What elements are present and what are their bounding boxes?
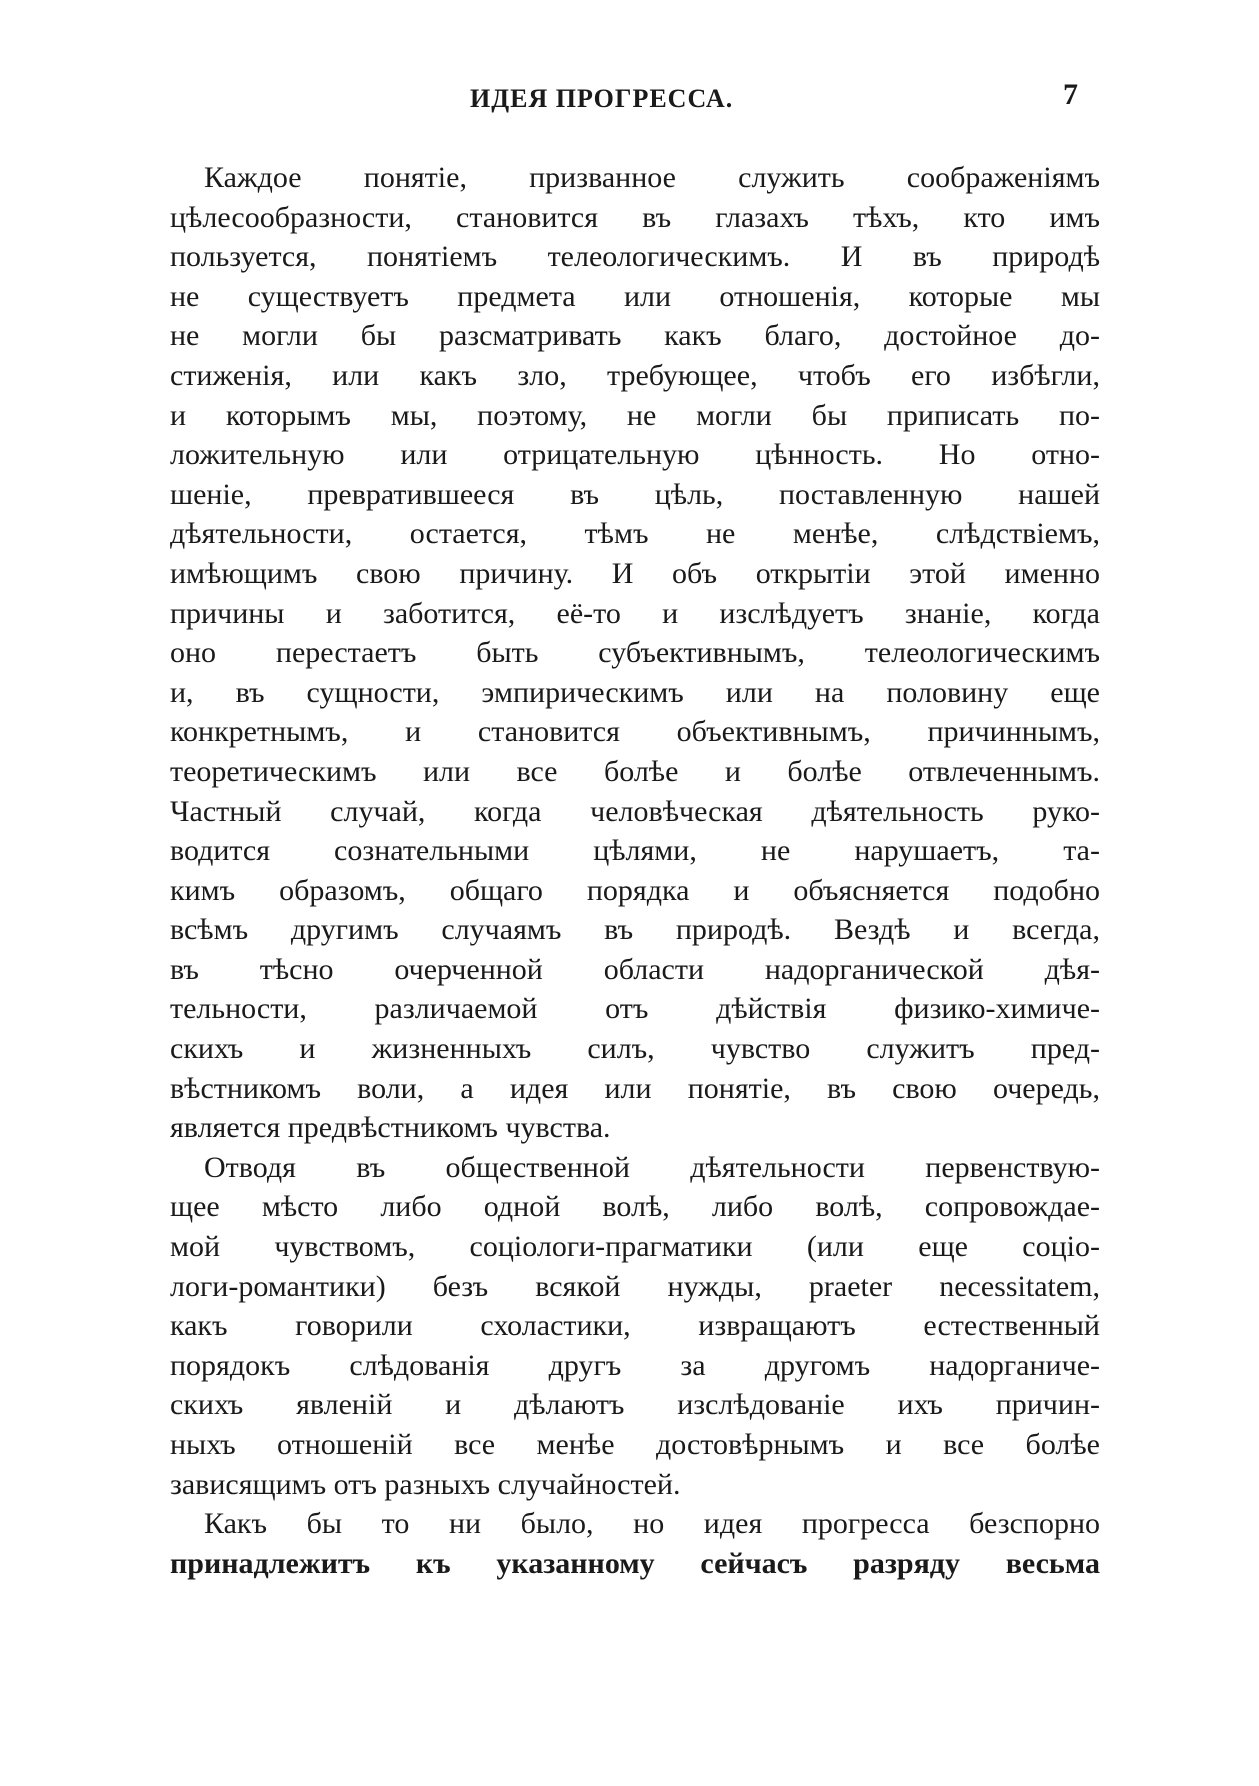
text-line: Отводя въ общественной дѣятельности первенствую-: [204, 1150, 1100, 1184]
text-line: Каждое понятіе, призванное служить соображеніямъ: [204, 161, 1100, 194]
text-line: дѣятельности, остается, тѣмъ не менѣе, слѣдствіемъ,: [170, 517, 1100, 551]
text-line: конкретнымъ, и становится объективнымъ, причиннымъ,: [170, 715, 1100, 749]
text-line: не могли бы разсматривать какъ благо, достойное до-: [170, 319, 1100, 353]
text-line: цѣлесообразности, становится въ глазахъ тѣхъ, кто имъ: [170, 200, 1100, 234]
text-line: вѣстникомъ воли, а идея или понятіе, въ свою очередь,: [170, 1071, 1100, 1105]
text-line: ложительную или отрицательную цѣнность. Но отно-: [170, 438, 1100, 472]
text-line: теоретическимъ или все болѣе и болѣе отвлеченнымъ.: [170, 754, 1100, 788]
text-line: имѣющимъ свою причину. И объ открытіи этой именно: [170, 556, 1100, 590]
text-line: стиженія, или какъ зло, требующее, чтобъ его избѣгли,: [170, 358, 1100, 392]
text-line: какъ говорили схоластики, извращаютъ естественный: [170, 1309, 1100, 1343]
text-line: въ тѣсно очерченной области надорганической дѣя-: [170, 952, 1100, 986]
page-header: [0, 74, 1259, 114]
text-line: и которымъ мы, поэтому, не могли бы приписать по-: [170, 398, 1100, 432]
text-line: принадлежитъ къ указанному сейчасъ разряду весьма: [170, 1546, 1100, 1580]
text-line: порядокъ слѣдованія другъ за другомъ надорганиче-: [170, 1348, 1100, 1382]
text-line: зависящимъ отъ разныхъ случайностей.: [170, 1467, 681, 1501]
text-line: мой чувствомъ, соціологи-прагматики (или еще соціо-: [170, 1230, 1100, 1264]
text-line: Какъ бы то ни было, но идея прогресса безспорно: [204, 1507, 1100, 1541]
text-line: ныхъ отношеній все менѣе достовѣрнымъ и все болѣе: [170, 1428, 1100, 1461]
text-line: является предвѣстникомъ чувства.: [170, 1111, 611, 1145]
text-line: логи-романтики) безъ всякой нужды, praeter necessitatem,: [170, 1269, 1100, 1303]
text-line: кимъ образомъ, общаго порядка и объясняется подобно: [170, 873, 1100, 907]
running-head: ИДЕЯ ПРОГРЕССА.: [470, 84, 734, 113]
page-number: 7: [1063, 78, 1078, 111]
text-line: всѣмъ другимъ случаямъ въ природѣ. Вездѣ и всегда,: [170, 913, 1100, 947]
body-text: [170, 158, 1100, 1583]
text-line: тельности, различаемой отъ дѣйствія физико-химиче-: [170, 992, 1100, 1026]
text-line: и, въ сущности, эмпирическимъ или на половину еще: [170, 675, 1100, 709]
text-line: шеніе, превратившееся въ цѣль, поставленную нашей: [170, 477, 1100, 511]
text-line: скихъ явленій и дѣлаютъ изслѣдованіе ихъ причин-: [170, 1388, 1100, 1422]
text-line: причины и заботится, её-то и изслѣдуетъ знаніе, когда: [170, 596, 1100, 630]
text-line: Частный случай, когда человѣческая дѣятельность руко-: [170, 794, 1100, 828]
text-line: не существуетъ предмета или отношенія, которые мы: [170, 279, 1100, 313]
text-line: пользуется, понятіемъ телеологическимъ. И въ природѣ: [170, 240, 1100, 274]
text-line: щее мѣсто либо одной волѣ, либо волѣ, сопровождае-: [170, 1190, 1100, 1224]
text-line: водится сознательными цѣлями, не нарушаетъ, та-: [170, 834, 1100, 868]
text-line: оно перестаетъ быть субъективнымъ, телеологическимъ: [170, 636, 1100, 670]
text-line: скихъ и жизненныхъ силъ, чувство служитъ пред-: [170, 1032, 1100, 1066]
